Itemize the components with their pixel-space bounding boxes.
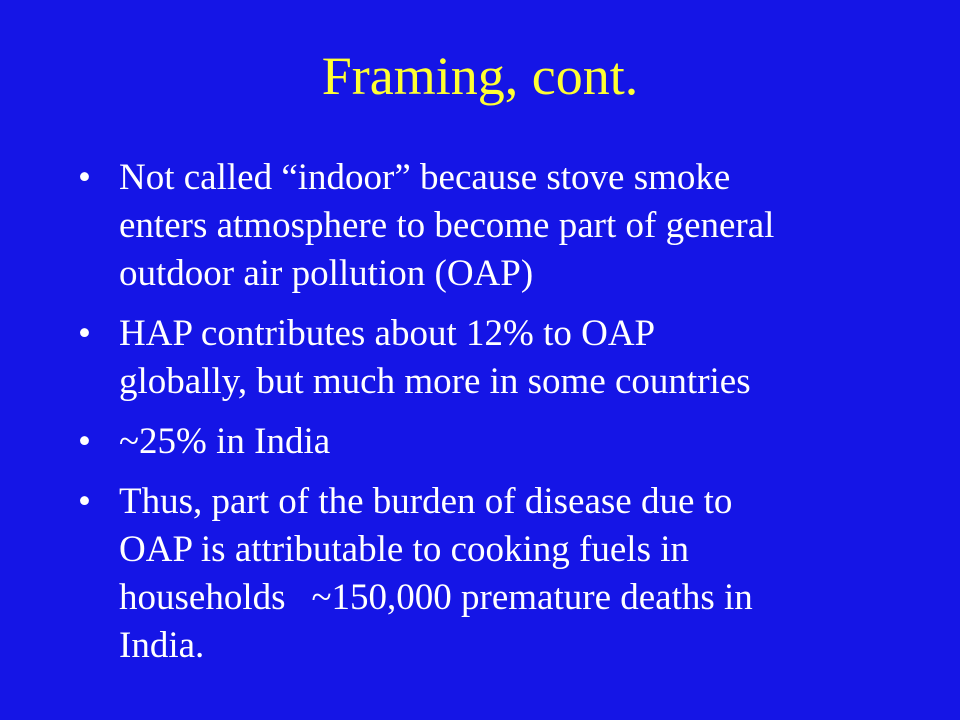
bullet-dot-4: •	[78, 481, 91, 522]
bullet-dot-1: •	[78, 157, 91, 198]
bullet-text-4-line-2: OAP is attributable to cooking fuels in	[119, 529, 689, 570]
bullet-item-4	[78, 478, 868, 670]
bullet-text-2-line-1: HAP contributes about 12% to OAP	[119, 313, 656, 354]
bullet-item-3	[78, 418, 868, 466]
bullet-item-2	[78, 310, 868, 406]
bullet-text-1-line-1: Not called “indoor” because stove smoke	[119, 157, 731, 198]
bullet-text-4-line-3-part-2: ~150,000 premature deaths in	[311, 577, 753, 618]
bullet-dot-3: •	[78, 421, 91, 462]
bullet-text-4-line-4: India.	[119, 625, 205, 666]
bullet-dot-2: •	[78, 313, 91, 354]
bullet-text-2-line-2: globally, but much more in some countries	[119, 361, 751, 402]
bullet-text-4-line-3-part-1: households	[119, 577, 286, 618]
bullet-text-4-line-3	[119, 574, 868, 622]
bullet-text-1-line-3: outdoor air pollution (OAP)	[119, 253, 534, 294]
bullet-list	[78, 154, 868, 682]
slide-title: Framing, cont.	[321, 46, 639, 106]
bullet-text-3-line-1: ~25% in India	[119, 421, 331, 462]
bullet-text-4-line-1: Thus, part of the burden of disease due to	[119, 481, 733, 522]
bullet-text-1-line-2: enters atmosphere to become part of general	[119, 205, 775, 246]
bullet-item-1	[78, 154, 868, 298]
